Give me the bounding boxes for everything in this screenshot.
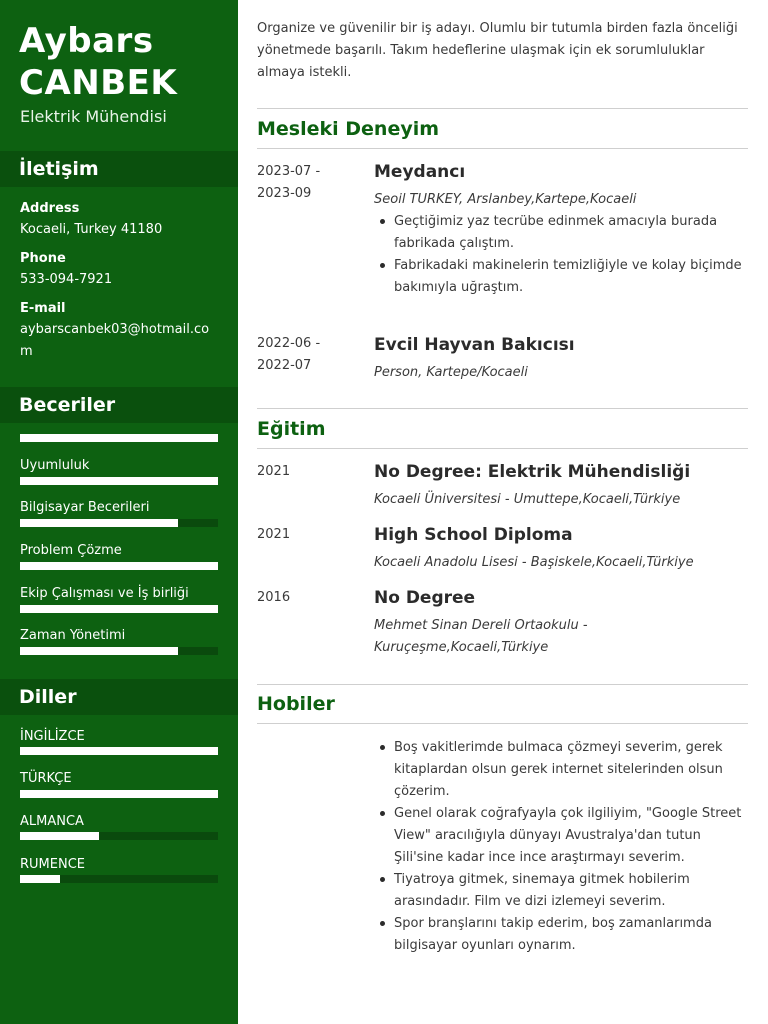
hobbies-list (374, 737, 748, 957)
sidebar (0, 0, 238, 1024)
education-title: No Degree: Elektrik Mühendisliği (374, 462, 691, 482)
experience-end: 2023-09 (257, 186, 312, 201)
language-bar-fill (20, 790, 218, 798)
summary-text: Organize ve güvenilir bir iş adayı. Olumlu bir tutumla birden fazla önceliği yönetmede başarılı. Takım hedeflerine ulaşmak için ek sorumluluklar almaya istekli. (257, 21, 738, 80)
section-divider (257, 723, 748, 724)
hobbies-heading: Hobiler (257, 693, 335, 715)
skill-bar-fill (20, 519, 178, 527)
experience-dates (257, 161, 357, 205)
address-value: Kocaeli, Turkey 41180 (20, 222, 163, 237)
language-bar-fill (20, 875, 60, 883)
education-year: 2021 (257, 464, 291, 479)
language-label: ALMANCA (20, 814, 84, 829)
language-item (20, 856, 218, 874)
education-school: Kocaeli Üniversitesi - Umuttepe,Kocaeli,Türkiye (374, 492, 681, 507)
language-item (20, 770, 218, 788)
job-title: Elektrik Mühendisi (20, 107, 167, 126)
experience-place: Person, Kartepe/Kocaeli (374, 365, 528, 380)
skills-heading: Beceriler (0, 387, 238, 423)
skill-bar (20, 477, 218, 485)
language-label: RUMENCE (20, 857, 85, 872)
candidate-name (19, 20, 229, 104)
language-label: TÜRKÇE (20, 771, 72, 786)
skill-bar-fill (20, 647, 178, 655)
list-item: Spor branşlarını takip ederim, boş zamanlarımda bilgisayar oyunları oynarım. (374, 913, 748, 957)
experience-end: 2022-07 (257, 358, 312, 373)
list-item: Tiyatroya gitmek, sinemaya gitmek hobilerim arasındadır. Film ve dizi izlemeyi severim. (374, 869, 748, 913)
education-school: Kocaeli Anadolu Lisesi - Başiskele,Kocaeli,Türkiye (374, 555, 694, 570)
list-item: Genel olarak coğrafyayla çok ilgiliyim, "Google Street View" aracılığıyla dünyayı Avustralya'dan tutun Şili'sine kadar ince ince araştırmayı severim. (374, 803, 748, 869)
address-label: Address (20, 201, 80, 216)
education-year: 2021 (257, 527, 291, 542)
skill-item (20, 585, 218, 603)
skill-label: Ekip Çalışması ve İş birliği (20, 586, 189, 601)
skill-bar-fill (20, 605, 218, 613)
skill-label: Problem Çözme (20, 543, 122, 558)
phone-value: 533-094-7921 (20, 272, 113, 287)
skill-item (20, 499, 218, 517)
language-label: İNGİLİZCE (20, 729, 85, 744)
education-heading: Eğitim (257, 418, 326, 440)
skill-bar (20, 519, 218, 527)
skill-label: Zaman Yönetimi (20, 628, 126, 643)
skill-bar (20, 647, 218, 655)
section-divider (257, 148, 748, 149)
email-value[interactable]: aybarscanbek03@hotmail.com (20, 322, 210, 359)
list-item: Geçtiğimiz yaz tecrübe edinmek amacıyla burada fabrikada çalıştım. (374, 211, 748, 255)
experience-title: Meydancı (374, 162, 466, 182)
experience-dates (257, 333, 357, 377)
skills-divider-bar (20, 434, 218, 442)
skill-bar (20, 562, 218, 570)
section-divider (257, 684, 748, 685)
language-bar (20, 747, 218, 755)
skill-bar (20, 605, 218, 613)
language-bar-fill (20, 747, 218, 755)
language-bar (20, 790, 218, 798)
languages-heading: Diller (0, 679, 238, 715)
language-bar (20, 875, 218, 883)
experience-bullets (374, 211, 748, 299)
education-title: High School Diploma (374, 525, 573, 545)
language-bar (20, 832, 218, 840)
language-bar-fill (20, 832, 99, 840)
skill-label: Uyumluluk (20, 458, 90, 473)
section-divider (257, 108, 748, 109)
list-item: Boş vakitlerimde bulmaca çözmeyi severim, gerek kitaplardan olsun gerek internet sitelerinden olsun çözerim. (374, 737, 748, 803)
section-divider (257, 408, 748, 409)
phone-label: Phone (20, 251, 66, 266)
experience-heading: Mesleki Deneyim (257, 118, 440, 140)
skill-label: Bilgisayar Becerileri (20, 500, 150, 515)
experience-title: Evcil Hayvan Bakıcısı (374, 335, 575, 355)
education-year: 2016 (257, 590, 291, 605)
section-divider (257, 448, 748, 449)
education-title: No Degree (374, 588, 476, 608)
experience-place: Seoil TURKEY, Arslanbey,Kartepe,Kocaeli (374, 192, 637, 207)
skill-item (20, 457, 218, 475)
skill-bar-fill (20, 562, 218, 570)
skill-bar-fill (20, 477, 218, 485)
list-item: Fabrikadaki makinelerin temizliğiyle ve kolay biçimde bakımıyla uğraştım. (374, 255, 748, 299)
language-item (20, 728, 218, 746)
skill-item (20, 542, 218, 560)
experience-start: 2022-06 - (257, 336, 321, 351)
education-school: Mehmet Sinan Dereli Ortaokulu - Kuruçeşme,Kocaeli,Türkiye (374, 618, 588, 655)
first-name: Aybars (19, 21, 154, 61)
contact-heading: İletişim (0, 151, 238, 187)
email-label: E-mail (20, 301, 66, 316)
skill-item (20, 627, 218, 645)
last-name: CANBEK (19, 63, 178, 103)
experience-start: 2023-07 - (257, 164, 321, 179)
language-item (20, 813, 218, 831)
